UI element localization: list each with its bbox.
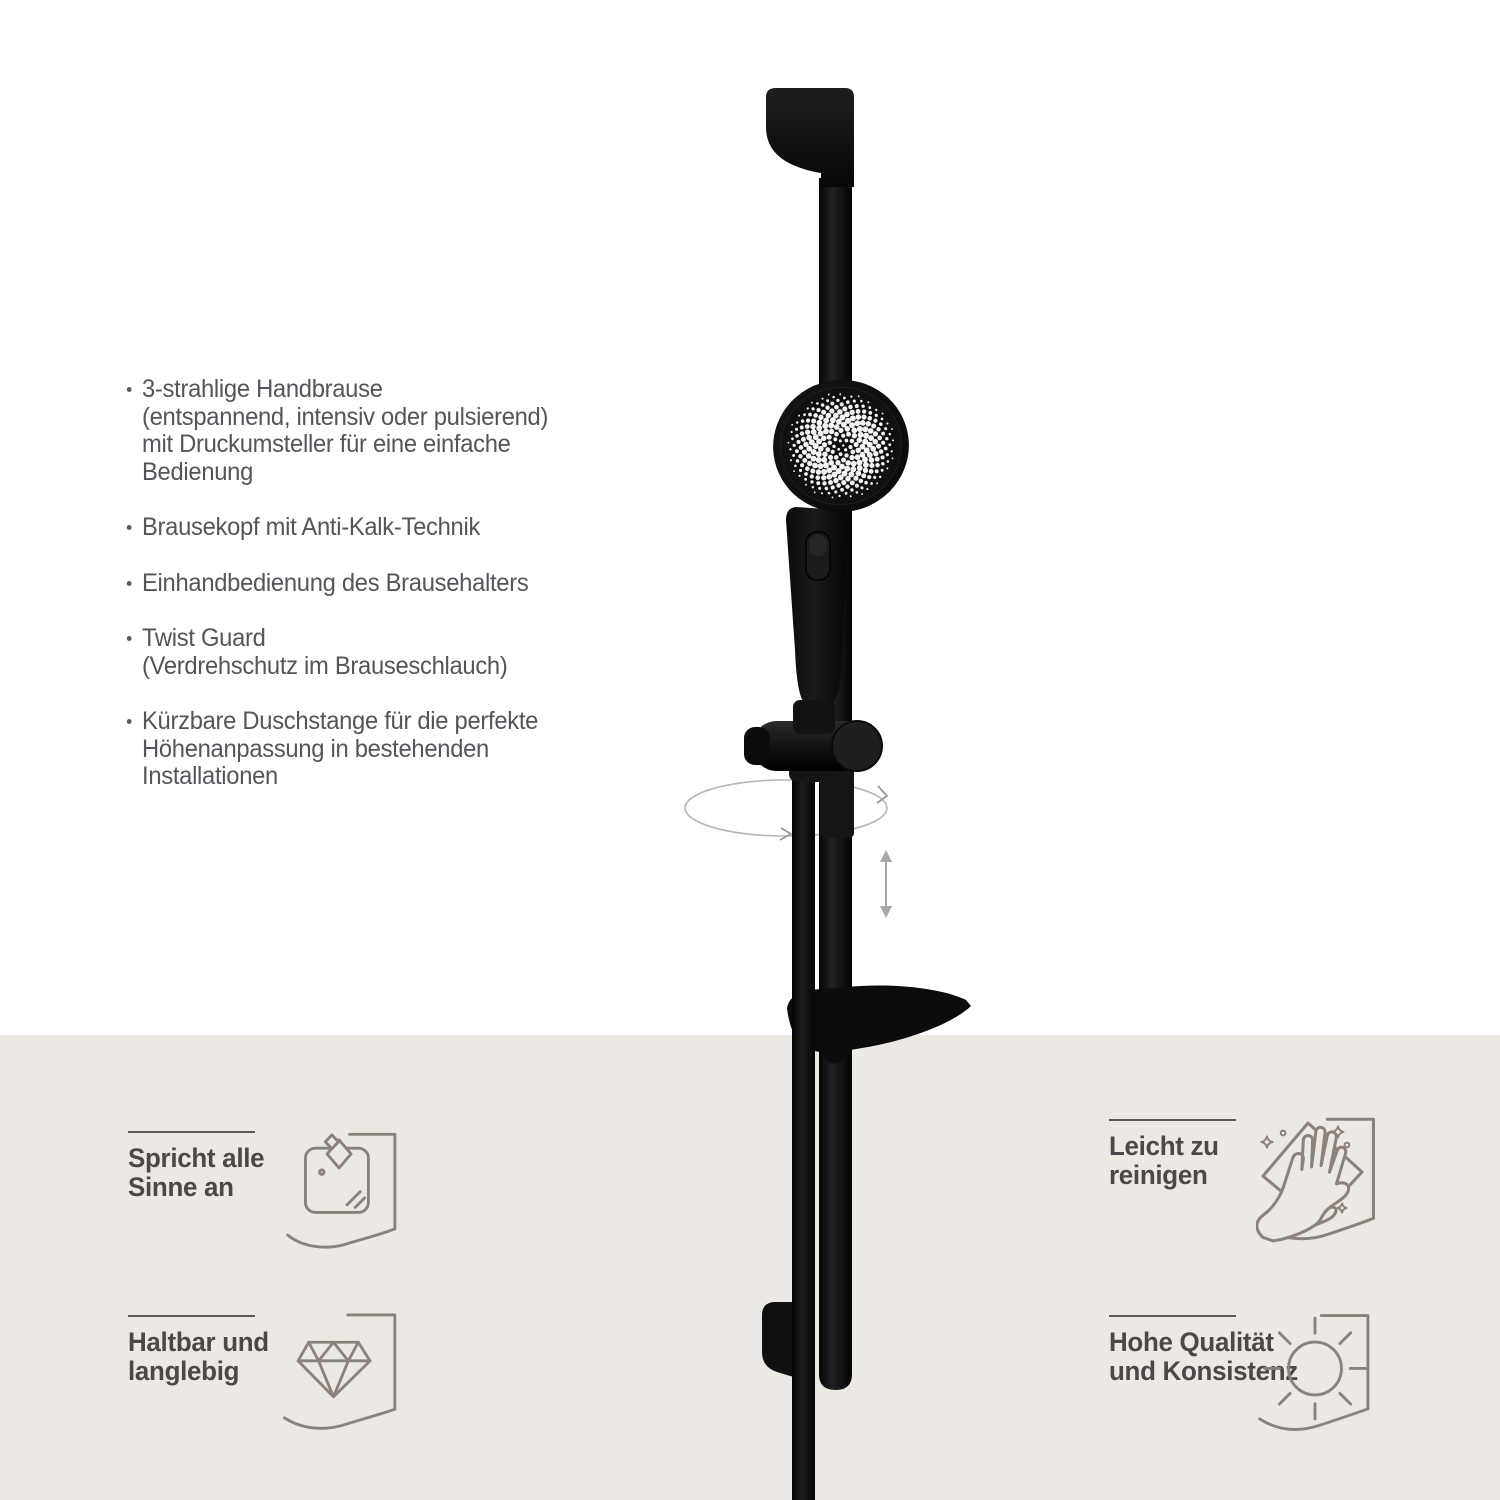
sun-icon [1252, 1308, 1378, 1434]
top-wall-bracket [766, 88, 854, 187]
feature-text-line: (entspannend, intensiv oder pulsierend) [142, 402, 549, 431]
divider [1109, 1119, 1236, 1121]
spray-mode-button-top [809, 535, 827, 556]
handle-collar [793, 700, 835, 734]
benefit-haltbar-langlebig [128, 1315, 438, 1386]
feature-item [142, 514, 548, 542]
feature-text-line: Einhandbedienung des Brausehalters [142, 568, 529, 597]
feature-item [142, 708, 548, 791]
benefit-leicht-zu-reinigen [1109, 1119, 1419, 1190]
showerhead-face [769, 375, 913, 516]
benefit-title-line: Hohe Qualität [1109, 1327, 1274, 1357]
mirror-sparkle-icon [284, 1128, 410, 1254]
feature-item [142, 376, 548, 486]
feature-item [142, 625, 548, 680]
bullet-dot [127, 636, 132, 641]
feature-text-line: Bedienung [142, 457, 254, 486]
feature-text-line: Höhenanpassung in bestehenden [142, 734, 489, 763]
feature-list [142, 376, 548, 819]
benefit-title-line: Spricht alle [128, 1143, 265, 1173]
benefit-title-line: langlebig [128, 1356, 240, 1386]
benefit-title-line: und Konsistenz [1109, 1356, 1298, 1386]
bullet-dot [127, 719, 132, 724]
feature-text-line: Brausekopf mit Anti-Kalk-Technik [142, 513, 481, 541]
benefit-title-line: reinigen [1109, 1160, 1208, 1190]
shower-hose [792, 742, 815, 1500]
feature-text-line: Installationen [142, 762, 278, 790]
holder-end-cap [832, 721, 882, 771]
cleaning-hand-icon [1256, 1114, 1388, 1246]
bullet-dot [127, 387, 132, 392]
bullet-dot [127, 581, 132, 586]
feature-text-line: 3-strahlige Handbrause [142, 375, 383, 403]
feature-text-line: mit Druckumsteller für eine einfache [142, 430, 511, 458]
divider [128, 1315, 255, 1317]
divider [1109, 1315, 1236, 1317]
benefit-title-line: Leicht zu [1109, 1131, 1219, 1161]
diamond-icon [282, 1310, 406, 1434]
feature-text-line: Kürzbare Duschstange für die perfekte [142, 707, 539, 735]
vertical-slide-arrow [880, 850, 892, 918]
feature-text-line: (Verdrehschutz im Brauseschlauch) [142, 651, 508, 680]
feature-text-line: Twist Guard [142, 624, 266, 652]
benefit-hohe-qualitaet [1109, 1315, 1419, 1386]
feature-item [142, 570, 548, 598]
rotation-arrow [685, 780, 887, 840]
benefit-title-line: Sinne an [128, 1172, 234, 1202]
bullet-dot [127, 525, 132, 530]
divider [128, 1131, 255, 1133]
benefit-title-line: Haltbar und [128, 1327, 269, 1357]
holder-release-knob [744, 727, 770, 765]
lower-wall-bracket [762, 1302, 797, 1378]
benefit-spricht-alle-sinne [128, 1131, 438, 1202]
